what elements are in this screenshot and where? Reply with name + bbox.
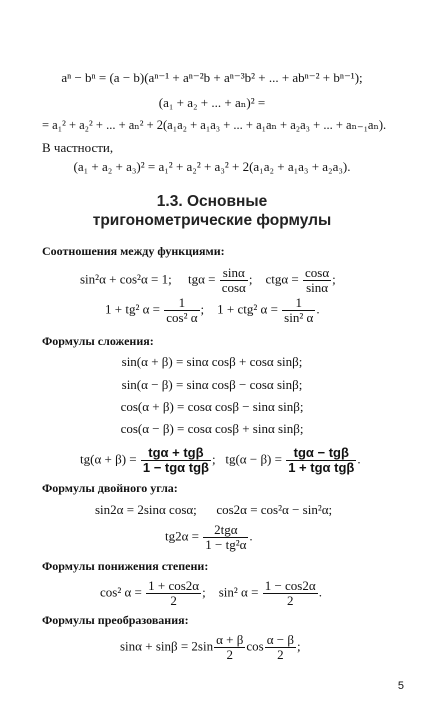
- cos-square-fraction: [146, 579, 201, 608]
- double-angle-line1: [95, 502, 332, 517]
- tg-diff-den: 1 + tgα tgβ: [288, 460, 355, 475]
- formula-sin-sum-to-product: sinα + sinβ = 2sin $\frac{\alpha + \beta}{2}$ cos $\frac{\alpha - \beta}{2}$ ;: [120, 632, 301, 662]
- formula-three-term-square: (a₁ + a₂ + a₃)² = a₁² + a₂² + a₃² + 2(a₁a₂ + a₁a₃ + a₂a₃).: [73, 159, 351, 174]
- page-number: 5: [397, 680, 404, 692]
- half-diff-fraction: [265, 633, 296, 662]
- tg-square-fraction: [164, 296, 199, 325]
- tg-double-num: 2tgα: [203, 523, 248, 538]
- tg-diff-fraction: [286, 446, 356, 475]
- formula-sin-diff: sin(α − β) = sinα cosβ − cosα sinβ;: [121, 377, 303, 392]
- identity-sin-cos: sin²α + cos²α = 1;: [80, 271, 172, 287]
- tg-definition-label: tgα =: [187, 271, 216, 287]
- sin-square-fraction: [263, 579, 318, 608]
- double-angle-heading: Формулы двойного угла:: [42, 481, 178, 495]
- half-sum-den: 2: [226, 647, 233, 662]
- formula-square-of-sum-expansion: = a₁² + a₂² + ... + aₙ² + 2(a₁a₂ + a₁a₃ + ... + a₁aₙ + a₂a₃ + ... + aₙ₋₁aₙ).: [42, 118, 387, 132]
- transform-heading: Формулы преобразования:: [42, 613, 189, 627]
- cos-square-label: cos² α =: [100, 584, 142, 600]
- formula-cos-diff: cos(α − β) = cosα cosβ + sinα sinβ;: [120, 421, 304, 436]
- ctg-definition-label: ctgα =: [265, 271, 299, 287]
- tg-double-den: 1 − tg²α: [205, 537, 247, 552]
- formula-difference-of-powers: aⁿ − bⁿ = (a − b)(aⁿ⁻¹ + aⁿ⁻²b + aⁿ⁻³b² + ... + abⁿ⁻² + bⁿ⁻¹);: [61, 70, 363, 85]
- tg-square-identity-label: 1 + tg² α =: [105, 301, 160, 317]
- half-sum-fraction: [214, 633, 245, 662]
- half-diff-num: α − β: [266, 632, 294, 647]
- relations-line2: 1 + tg² α = $\frac{1}{\text{cos² α}}$ ; 1 + ctg² α = $\frac{1}{\text{sin² α}}$ .: [105, 295, 320, 325]
- ctg-square-num: 1: [282, 296, 315, 311]
- relations-heading: Соотношения между функциями:: [42, 244, 225, 258]
- relations-line1: sin²α + cos²α = 1; tgα = $\frac{\sin\alpha}{\cos\alpha}$ ; ctgα = $\frac{\cos\alpha}{\sin\alpha}$ ;: [80, 265, 336, 295]
- tg-double-label: tg2α =: [165, 528, 200, 544]
- addition-heading: Формулы сложения:: [42, 334, 154, 348]
- tg-double-fraction: [203, 523, 248, 552]
- cos-square-num: 1 + cos2α: [148, 578, 200, 593]
- half-sum-num: α + β: [216, 632, 244, 647]
- formula-cos-sum: cos(α + β) = cosα cosβ − sinα sinβ;: [120, 399, 304, 414]
- tg-sum-label: tg(α + β) =: [80, 451, 137, 467]
- cos-square-den: 2: [170, 593, 177, 608]
- tg-diff-label: tg(α − β) =: [225, 451, 282, 467]
- tg-den: cosα: [221, 280, 246, 295]
- power-reduction-heading: Формулы понижения степени:: [42, 559, 209, 573]
- formula-cos-double: cos2α = cos²α − sin²α;: [216, 502, 333, 517]
- tg-definition-fraction: [220, 266, 248, 295]
- sin-square-num: 1 − cos2α: [264, 578, 316, 593]
- formula-tg-sum-diff: tg(α + β) = $\frac{\text{tgα + tgβ}}{\text{1 − tgα tgβ}}$ ; tg(α − β) = $\frac{\text{tgα − tgβ}}{\text{1 + tgα tgβ}}$ .: [80, 445, 361, 475]
- formula-sin-double: sin2α = 2sinα cosα;: [95, 502, 197, 517]
- ctg-square-fraction: [282, 296, 315, 325]
- section-title-line1: 1.3. Основные: [156, 193, 268, 210]
- tg-sum-den: 1 − tgα tgβ: [142, 460, 209, 475]
- tg-sum-fraction: [141, 446, 211, 475]
- formula-square-of-sum-start: (a₁ + a₂ + ... + aₙ)² =: [158, 95, 266, 110]
- ctg-square-den: sin² α: [284, 310, 314, 325]
- tg-square-num: 1: [164, 296, 199, 311]
- tg-num: sinα: [220, 266, 248, 281]
- formula-sin-sum: sin(α + β) = sinα cosβ + cosα sinβ;: [121, 354, 303, 369]
- half-diff-den: 2: [277, 647, 284, 662]
- power-reduction-line: cos² α = $\frac{1 + \cos 2\alpha}{2}$ ; sin² α = $\frac{1 - \cos 2\alpha}{2}$ .: [100, 578, 322, 608]
- ctg-num: cosα: [305, 265, 330, 280]
- cos-label: cos: [246, 638, 264, 654]
- ctg-definition-fraction: [303, 266, 331, 295]
- tg-sum-num: tgα + tgβ: [141, 446, 211, 461]
- sin-sum-product-label: sinα + sinβ = 2sin: [120, 638, 214, 654]
- tg-square-den: cos² α: [166, 310, 198, 325]
- tg-diff-num: tgα − tgβ: [286, 446, 356, 461]
- formula-tg-double: tg2α = $\frac{\text{2tgα}}{\text{1 − tg²α}}$ .: [165, 522, 253, 552]
- ctg-den: sinα: [306, 280, 329, 295]
- ctg-square-identity-label: 1 + ctg² α =: [217, 301, 278, 317]
- sin-square-label: sin² α =: [218, 584, 259, 600]
- section-title-line2: тригонометрические формулы: [92, 212, 332, 229]
- in-particular-text: В частности,: [42, 140, 114, 155]
- sin-square-den: 2: [286, 593, 294, 608]
